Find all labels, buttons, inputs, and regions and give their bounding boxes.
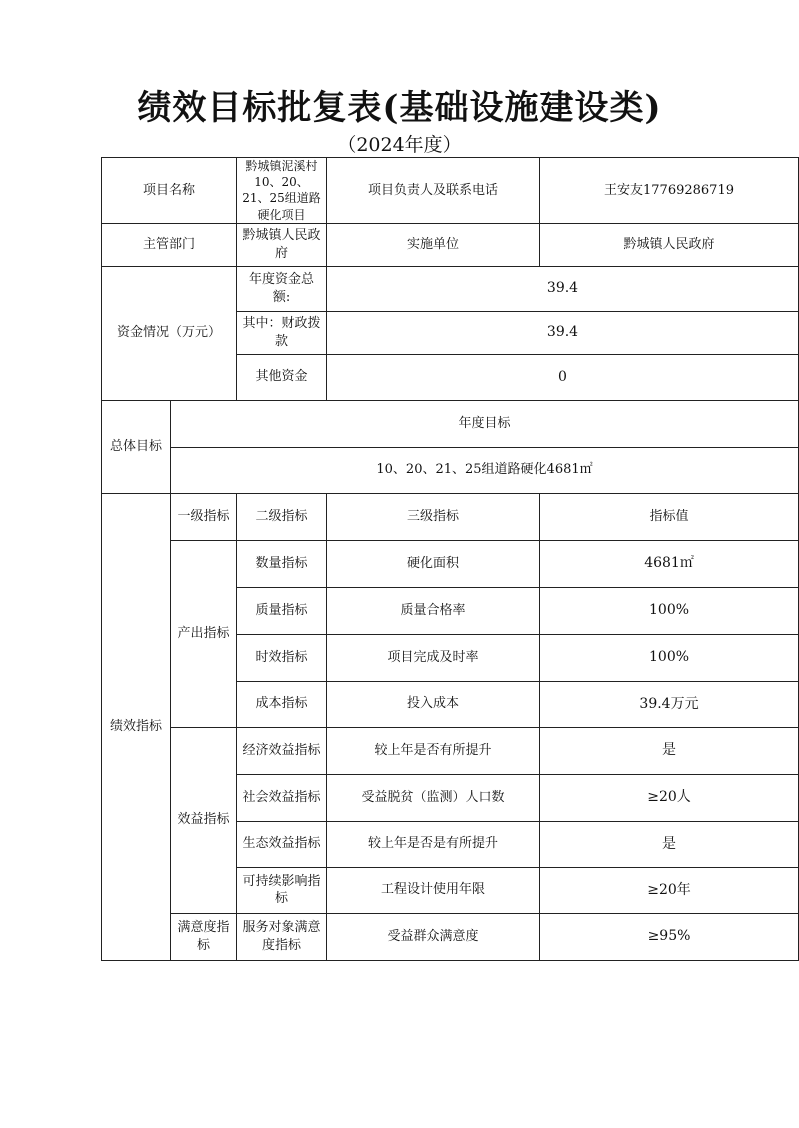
header-level2: 二级指标 bbox=[237, 493, 327, 540]
benefit-value: ≥20人 bbox=[540, 774, 799, 821]
output-value: 39.4万元 bbox=[540, 681, 799, 727]
fund-row-label: 年度资金总额: bbox=[237, 266, 327, 311]
benefit-l3: 较上年是否是有所提升 bbox=[327, 821, 540, 867]
contact-label: 项目负责人及联系电话 bbox=[327, 158, 540, 224]
benefit-l2: 生态效益指标 bbox=[237, 821, 327, 867]
table-row bbox=[102, 400, 799, 447]
output-value: 4681㎡ bbox=[540, 540, 799, 587]
output-l2: 成本指标 bbox=[237, 681, 327, 727]
table-row bbox=[102, 913, 799, 960]
benefit-l3: 受益脱贫（监测）人口数 bbox=[327, 774, 540, 821]
output-l2: 数量指标 bbox=[237, 540, 327, 587]
impl-value: 黔城镇人民政府 bbox=[540, 223, 799, 266]
contact-value: 王安友17769286719 bbox=[540, 158, 799, 224]
table-row bbox=[102, 223, 799, 266]
table-row bbox=[102, 447, 799, 493]
performance-table bbox=[101, 157, 799, 961]
project-name-label: 项目名称 bbox=[102, 158, 237, 224]
page-title: 绩效目标批复表(基础设施建设类) bbox=[137, 88, 662, 128]
fund-row-label: 其他资金 bbox=[237, 354, 327, 400]
fund-row-label: 其中：财政拨款 bbox=[237, 311, 327, 354]
benefit-l2: 可持续影响指标 bbox=[237, 867, 327, 913]
table-row bbox=[102, 158, 799, 224]
fund-row-value: 0 bbox=[327, 354, 799, 400]
satisfaction-l3: 受益群众满意度 bbox=[327, 913, 540, 960]
benefit-l3: 工程设计使用年限 bbox=[327, 867, 540, 913]
satisfaction-value: ≥95% bbox=[540, 913, 799, 960]
overall-label: 总体目标 bbox=[102, 400, 171, 493]
impl-label: 实施单位 bbox=[327, 223, 540, 266]
output-l3: 硬化面积 bbox=[327, 540, 540, 587]
benefit-value: 是 bbox=[540, 821, 799, 867]
overall-header: 年度目标 bbox=[171, 400, 799, 447]
table-row bbox=[102, 493, 799, 540]
project-name-value: 黔城镇泥溪村10、20、21、25组道路硬化项目 bbox=[237, 158, 327, 224]
output-l3: 项目完成及时率 bbox=[327, 634, 540, 681]
fund-row-value: 39.4 bbox=[327, 266, 799, 311]
output-l3: 投入成本 bbox=[327, 681, 540, 727]
output-value: 100% bbox=[540, 634, 799, 681]
table-row bbox=[102, 727, 799, 774]
output-value: 100% bbox=[540, 587, 799, 634]
satisfaction-label: 满意度指标 bbox=[171, 913, 237, 960]
page-subtitle: （2024年度） bbox=[337, 134, 462, 156]
output-l3: 质量合格率 bbox=[327, 587, 540, 634]
performance-label: 绩效指标 bbox=[102, 493, 171, 960]
table-row bbox=[102, 540, 799, 587]
benefit-value: 是 bbox=[540, 727, 799, 774]
fund-row-value: 39.4 bbox=[327, 311, 799, 354]
benefit-value: ≥20年 bbox=[540, 867, 799, 913]
benefit-l2: 社会效益指标 bbox=[237, 774, 327, 821]
header-level1: 一级指标 bbox=[171, 493, 237, 540]
benefit-l2: 经济效益指标 bbox=[237, 727, 327, 774]
overall-value: 10、20、21、25组道路硬化4681㎡ bbox=[171, 447, 799, 493]
dept-label: 主管部门 bbox=[102, 223, 237, 266]
funds-label: 资金情况（万元） bbox=[102, 266, 237, 400]
output-l2: 质量指标 bbox=[237, 587, 327, 634]
benefit-l3: 较上年是否有所提升 bbox=[327, 727, 540, 774]
header-value: 指标值 bbox=[540, 493, 799, 540]
satisfaction-l2: 服务对象满意度指标 bbox=[237, 913, 327, 960]
header-level3: 三级指标 bbox=[327, 493, 540, 540]
table-row bbox=[102, 266, 799, 311]
benefit-label: 效益指标 bbox=[171, 727, 237, 913]
output-label: 产出指标 bbox=[171, 540, 237, 727]
output-l2: 时效指标 bbox=[237, 634, 327, 681]
dept-value: 黔城镇人民政府 bbox=[237, 223, 327, 266]
